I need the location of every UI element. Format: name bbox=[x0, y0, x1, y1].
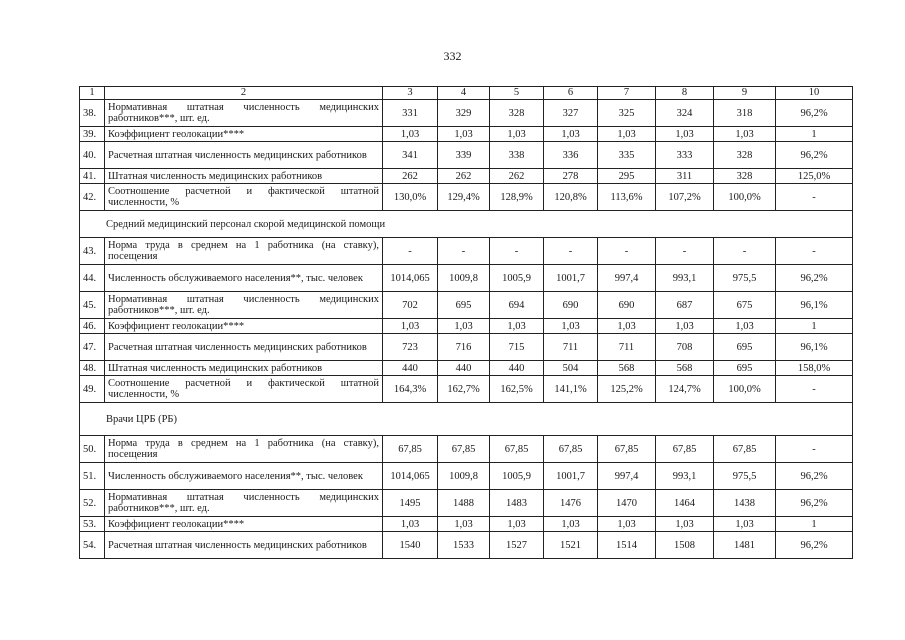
value-cell: 1495 bbox=[383, 490, 438, 517]
value-cell: 341 bbox=[383, 142, 438, 169]
indicator-name: Норма труда в среднем на 1 работника (на ставку), посещения bbox=[105, 238, 383, 265]
value-cell: 336 bbox=[544, 142, 598, 169]
value-cell: 67,85 bbox=[544, 436, 598, 463]
value-cell: 1 bbox=[776, 517, 853, 532]
value-cell: 67,85 bbox=[438, 436, 490, 463]
value-cell: 711 bbox=[598, 334, 656, 361]
value-cell: 100,0% bbox=[714, 184, 776, 211]
indicator-name: Численность обслуживаемого населения**, тыс. человек bbox=[105, 463, 383, 490]
table-row bbox=[80, 238, 853, 265]
value-cell: 702 bbox=[383, 292, 438, 319]
indicator-name: Соотношение расчетной и фактической штатной численности, % bbox=[105, 184, 383, 211]
value-cell: 339 bbox=[438, 142, 490, 169]
table-row bbox=[80, 361, 853, 376]
value-cell: 1438 bbox=[714, 490, 776, 517]
column-number-header: 10 bbox=[776, 87, 853, 100]
row-number: 38. bbox=[80, 100, 105, 127]
value-cell: 1014,065 bbox=[383, 463, 438, 490]
value-cell: 96,1% bbox=[776, 334, 853, 361]
value-cell: - bbox=[776, 238, 853, 265]
row-number: 43. bbox=[80, 238, 105, 265]
indicator-name: Штатная численность медицинских работников bbox=[105, 169, 383, 184]
indicator-name: Нормативная штатная численность медицинских работников***, шт. ед. bbox=[105, 490, 383, 517]
value-cell: 324 bbox=[656, 100, 714, 127]
value-cell: - bbox=[776, 376, 853, 403]
value-cell: 440 bbox=[490, 361, 544, 376]
value-cell: 440 bbox=[438, 361, 490, 376]
value-cell: 328 bbox=[490, 100, 544, 127]
value-cell: 1,03 bbox=[656, 319, 714, 334]
value-cell: 162,5% bbox=[490, 376, 544, 403]
value-cell: 1488 bbox=[438, 490, 490, 517]
value-cell: 1508 bbox=[656, 532, 714, 559]
value-cell: 975,5 bbox=[714, 463, 776, 490]
value-cell: 328 bbox=[714, 142, 776, 169]
value-cell: 504 bbox=[544, 361, 598, 376]
value-cell: 1,03 bbox=[438, 127, 490, 142]
value-cell: 96,2% bbox=[776, 532, 853, 559]
value-cell: 1,03 bbox=[383, 517, 438, 532]
value-cell: 1,03 bbox=[490, 517, 544, 532]
table-row bbox=[80, 490, 853, 517]
value-cell: - bbox=[544, 238, 598, 265]
value-cell: 1,03 bbox=[714, 517, 776, 532]
row-number: 54. bbox=[80, 532, 105, 559]
value-cell: 129,4% bbox=[438, 184, 490, 211]
value-cell: 1,03 bbox=[714, 127, 776, 142]
value-cell: - bbox=[598, 238, 656, 265]
column-number-header: 7 bbox=[598, 87, 656, 100]
section-title: Врачи ЦРБ (РБ) bbox=[80, 403, 853, 436]
value-cell: 1533 bbox=[438, 532, 490, 559]
table-row bbox=[80, 376, 853, 403]
value-cell: 1,03 bbox=[598, 127, 656, 142]
data-table bbox=[79, 86, 853, 559]
row-number: 40. bbox=[80, 142, 105, 169]
value-cell: 113,6% bbox=[598, 184, 656, 211]
value-cell: 262 bbox=[383, 169, 438, 184]
value-cell: 1001,7 bbox=[544, 265, 598, 292]
value-cell: 328 bbox=[714, 169, 776, 184]
value-cell: 67,85 bbox=[656, 436, 714, 463]
column-number-header: 8 bbox=[656, 87, 714, 100]
row-number: 42. bbox=[80, 184, 105, 211]
value-cell: - bbox=[714, 238, 776, 265]
value-cell: 695 bbox=[714, 361, 776, 376]
indicator-name: Численность обслуживаемого населения**, тыс. человек bbox=[105, 265, 383, 292]
table-row bbox=[80, 292, 853, 319]
value-cell: 1,03 bbox=[490, 319, 544, 334]
table-header-row bbox=[80, 87, 853, 100]
value-cell: 96,2% bbox=[776, 142, 853, 169]
value-cell: 1481 bbox=[714, 532, 776, 559]
indicator-name: Соотношение расчетной и фактической штатной численности, % bbox=[105, 376, 383, 403]
column-number-header: 3 bbox=[383, 87, 438, 100]
value-cell: 331 bbox=[383, 100, 438, 127]
value-cell: 716 bbox=[438, 334, 490, 361]
value-cell: 675 bbox=[714, 292, 776, 319]
value-cell: 1540 bbox=[383, 532, 438, 559]
value-cell: - bbox=[490, 238, 544, 265]
value-cell: 1,03 bbox=[438, 319, 490, 334]
value-cell: 295 bbox=[598, 169, 656, 184]
value-cell: 993,1 bbox=[656, 265, 714, 292]
table-row bbox=[80, 100, 853, 127]
value-cell: 67,85 bbox=[714, 436, 776, 463]
column-number-header: 9 bbox=[714, 87, 776, 100]
value-cell: - bbox=[383, 238, 438, 265]
value-cell: - bbox=[438, 238, 490, 265]
value-cell: 711 bbox=[544, 334, 598, 361]
table-row bbox=[80, 127, 853, 142]
row-number: 45. bbox=[80, 292, 105, 319]
row-number: 44. bbox=[80, 265, 105, 292]
value-cell: 128,9% bbox=[490, 184, 544, 211]
value-cell: 1,03 bbox=[438, 517, 490, 532]
column-number-header: 4 bbox=[438, 87, 490, 100]
value-cell: 325 bbox=[598, 100, 656, 127]
value-cell: 975,5 bbox=[714, 265, 776, 292]
row-number: 50. bbox=[80, 436, 105, 463]
value-cell: 1464 bbox=[656, 490, 714, 517]
value-cell: 130,0% bbox=[383, 184, 438, 211]
value-cell: 1005,9 bbox=[490, 463, 544, 490]
table-row bbox=[80, 517, 853, 532]
value-cell: 440 bbox=[383, 361, 438, 376]
value-cell: 96,1% bbox=[776, 292, 853, 319]
value-cell: 1,03 bbox=[656, 517, 714, 532]
value-cell: 327 bbox=[544, 100, 598, 127]
indicator-name: Нормативная штатная численность медицинских работников***, шт. ед. bbox=[105, 100, 383, 127]
value-cell: 67,85 bbox=[490, 436, 544, 463]
value-cell: 1514 bbox=[598, 532, 656, 559]
section-header-row bbox=[80, 403, 853, 436]
value-cell: 695 bbox=[438, 292, 490, 319]
row-number: 52. bbox=[80, 490, 105, 517]
value-cell: 262 bbox=[490, 169, 544, 184]
value-cell: 67,85 bbox=[383, 436, 438, 463]
value-cell: 96,2% bbox=[776, 265, 853, 292]
value-cell: 1476 bbox=[544, 490, 598, 517]
value-cell: 311 bbox=[656, 169, 714, 184]
column-number-header: 2 bbox=[105, 87, 383, 100]
value-cell: 141,1% bbox=[544, 376, 598, 403]
value-cell: - bbox=[656, 238, 714, 265]
row-number: 48. bbox=[80, 361, 105, 376]
value-cell: 338 bbox=[490, 142, 544, 169]
table-row bbox=[80, 334, 853, 361]
row-number: 47. bbox=[80, 334, 105, 361]
indicator-name: Штатная численность медицинских работников bbox=[105, 361, 383, 376]
value-cell: 1,03 bbox=[383, 319, 438, 334]
value-cell: 329 bbox=[438, 100, 490, 127]
value-cell: 1 bbox=[776, 319, 853, 334]
page-number: 332 bbox=[443, 49, 462, 63]
value-cell: 1,03 bbox=[544, 517, 598, 532]
value-cell: - bbox=[776, 184, 853, 211]
value-cell: 568 bbox=[598, 361, 656, 376]
row-number: 49. bbox=[80, 376, 105, 403]
table-row bbox=[80, 436, 853, 463]
value-cell: 1521 bbox=[544, 532, 598, 559]
section-title: Средний медицинский персонал скорой медицинской помощи bbox=[80, 211, 853, 238]
indicator-name: Нормативная штатная численность медицинских работников***, шт. ед. bbox=[105, 292, 383, 319]
value-cell: 997,4 bbox=[598, 463, 656, 490]
value-cell: 715 bbox=[490, 334, 544, 361]
table-row bbox=[80, 184, 853, 211]
value-cell: 1001,7 bbox=[544, 463, 598, 490]
value-cell: 107,2% bbox=[656, 184, 714, 211]
value-cell: 690 bbox=[544, 292, 598, 319]
indicator-name: Расчетная штатная численность медицинских работников bbox=[105, 532, 383, 559]
value-cell: 1,03 bbox=[598, 319, 656, 334]
table-row bbox=[80, 319, 853, 334]
value-cell: 568 bbox=[656, 361, 714, 376]
column-number-header: 1 bbox=[80, 87, 105, 100]
value-cell: 1014,065 bbox=[383, 265, 438, 292]
value-cell: 1,03 bbox=[490, 127, 544, 142]
row-number: 41. bbox=[80, 169, 105, 184]
value-cell: 1,03 bbox=[714, 319, 776, 334]
value-cell: 690 bbox=[598, 292, 656, 319]
value-cell: 120,8% bbox=[544, 184, 598, 211]
table-row bbox=[80, 463, 853, 490]
value-cell: 96,2% bbox=[776, 463, 853, 490]
table-row bbox=[80, 265, 853, 292]
value-cell: 708 bbox=[656, 334, 714, 361]
value-cell: 124,7% bbox=[656, 376, 714, 403]
value-cell: 1009,8 bbox=[438, 265, 490, 292]
section-header-row bbox=[80, 211, 853, 238]
column-number-header: 6 bbox=[544, 87, 598, 100]
value-cell: 67,85 bbox=[598, 436, 656, 463]
value-cell: 335 bbox=[598, 142, 656, 169]
row-number: 51. bbox=[80, 463, 105, 490]
indicator-name: Норма труда в среднем на 1 работника (на ставку), посещения bbox=[105, 436, 383, 463]
value-cell: 1,03 bbox=[544, 319, 598, 334]
value-cell: 125,0% bbox=[776, 169, 853, 184]
indicator-name: Расчетная штатная численность медицинских работников bbox=[105, 142, 383, 169]
row-number: 53. bbox=[80, 517, 105, 532]
value-cell: 164,3% bbox=[383, 376, 438, 403]
value-cell: 1470 bbox=[598, 490, 656, 517]
value-cell: 1,03 bbox=[383, 127, 438, 142]
row-number: 39. bbox=[80, 127, 105, 142]
value-cell: 997,4 bbox=[598, 265, 656, 292]
row-number: 46. bbox=[80, 319, 105, 334]
value-cell: 694 bbox=[490, 292, 544, 319]
value-cell: 723 bbox=[383, 334, 438, 361]
column-number-header: 5 bbox=[490, 87, 544, 100]
value-cell: 1483 bbox=[490, 490, 544, 517]
table-row bbox=[80, 532, 853, 559]
table-row bbox=[80, 169, 853, 184]
value-cell: 162,7% bbox=[438, 376, 490, 403]
value-cell: 100,0% bbox=[714, 376, 776, 403]
value-cell: 1009,8 bbox=[438, 463, 490, 490]
table-row bbox=[80, 142, 853, 169]
value-cell: 125,2% bbox=[598, 376, 656, 403]
value-cell: 158,0% bbox=[776, 361, 853, 376]
indicator-name: Коэффициент геолокации**** bbox=[105, 127, 383, 142]
value-cell: 695 bbox=[714, 334, 776, 361]
value-cell: 96,2% bbox=[776, 490, 853, 517]
value-cell: 1,03 bbox=[598, 517, 656, 532]
value-cell: 96,2% bbox=[776, 100, 853, 127]
value-cell: 1,03 bbox=[544, 127, 598, 142]
value-cell: 1,03 bbox=[656, 127, 714, 142]
value-cell: 262 bbox=[438, 169, 490, 184]
value-cell: 318 bbox=[714, 100, 776, 127]
value-cell: 278 bbox=[544, 169, 598, 184]
value-cell: 687 bbox=[656, 292, 714, 319]
indicator-name: Расчетная штатная численность медицинских работников bbox=[105, 334, 383, 361]
value-cell: 1 bbox=[776, 127, 853, 142]
indicator-name: Коэффициент геолокации**** bbox=[105, 517, 383, 532]
value-cell: 333 bbox=[656, 142, 714, 169]
value-cell: 1005,9 bbox=[490, 265, 544, 292]
value-cell: 1527 bbox=[490, 532, 544, 559]
value-cell: 993,1 bbox=[656, 463, 714, 490]
value-cell: - bbox=[776, 436, 853, 463]
indicator-name: Коэффициент геолокации**** bbox=[105, 319, 383, 334]
